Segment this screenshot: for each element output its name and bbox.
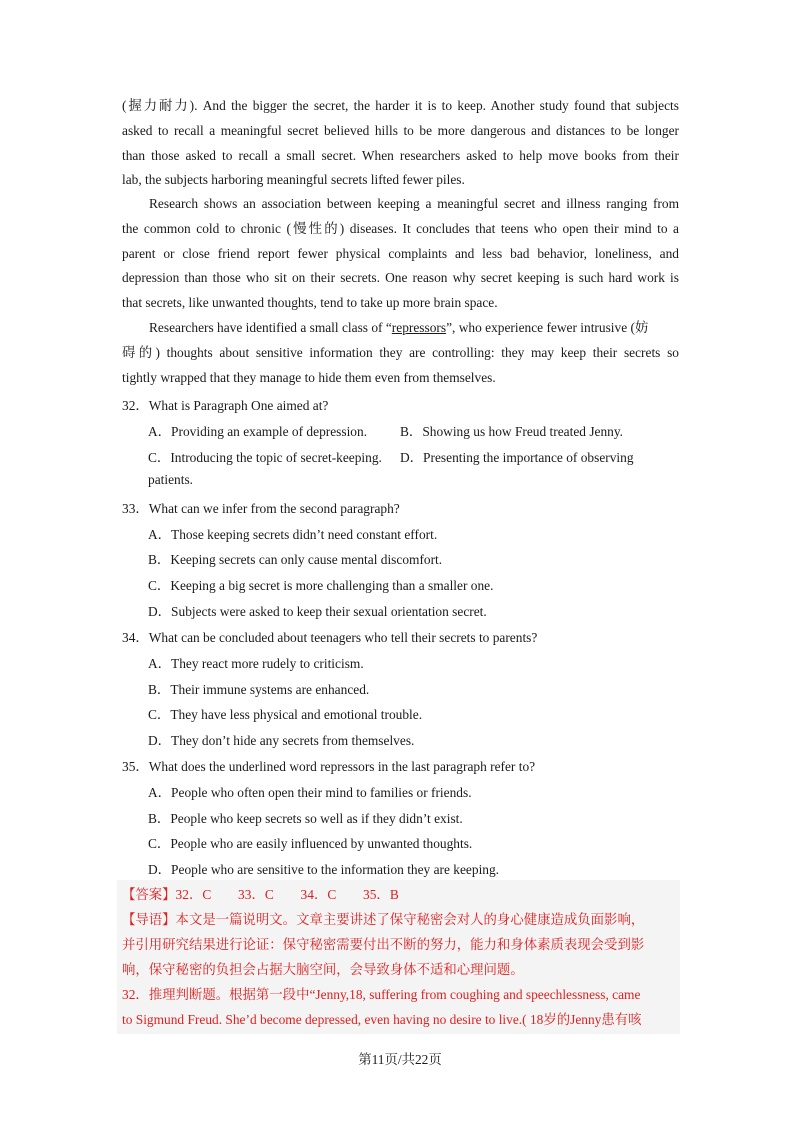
paragraph-line: depression than those who sit on their secrets. One reason why secret keeping is such hard work is [122,270,679,286]
option-c: C．They have less physical and emotional trouble. [148,707,423,722]
paragraph-3 [122,316,679,390]
guide-line: 响，保守秘密的负担会占据大脑空间，会导致身体不适和心理问题。 [122,962,524,977]
option-c: C．People who are easily influenced by unwanted thoughts. [148,836,473,851]
option-b: B．People who keep secrets so well as if they didn’t exist. [148,811,463,826]
paragraph-line: that secrets, like unwanted thoughts, tend to take up more brain space. [122,295,498,311]
option-d: D．Subjects were asked to keep their sexual orientation secret. [148,604,487,619]
page-footer: 第11页/共22页 [358,1052,442,1067]
paragraph-line: tightly wrapped that they manage to hide them even from themselves. [122,369,496,385]
question-35-stem: 35．What does the underlined word repressors in the last paragraph refer to? [122,759,536,774]
option-b: B．Their immune systems are enhanced. [148,682,370,697]
option-a: A．People who often open their mind to families or friends. [148,785,472,800]
paragraph-2 [122,192,679,316]
question-33-stem: 33．What can we infer from the second paragraph? [122,501,400,516]
paragraph-line: asked to recall a meaningful secret believed hills to be more dangerous and distances to be longer [122,122,679,138]
answer-line: 【答案】32．C 33．C 34．C 35．B [122,887,399,902]
option-c: C．Introducing the topic of secret-keeping. [148,450,382,465]
underlined-word: repressors [391,320,447,335]
option-d: D．They don’t hide any secrets from themselves. [148,733,415,748]
paragraph-line: the common cold to chronic (慢性的) diseases. It concludes that teens who open their mind to a [122,220,679,236]
paragraph-line: parent or close friend report fewer physical complaints and less bad behavior, loneliness, and [122,245,679,261]
guide-line: 【导语】本文是一篇说明文。文章主要讲述了保守秘密会对人的身心健康造成负面影响， [122,912,645,927]
answer-explanation-block [117,880,680,1034]
option-b: B．Showing us how Freud treated Jenny. [400,424,624,439]
option-c: C．Keeping a big secret is more challenging than a smaller one. [148,578,494,593]
paragraph-line: lab, the subjects harboring meaningful secrets lifted fewer piles. [122,172,465,188]
explanation-line: 32．推理判断题。根据第一段中“Jenny,18, suffering from coughing and speechlessness, came [122,987,641,1002]
explanation-line: to Sigmund Freud. She’d become depressed, even having no desire to live.( 18岁的Jenny患有咳 [122,1012,642,1027]
option-b: B．Keeping secrets can only cause mental discomfort. [148,552,443,567]
option-d-continuation: patients. [148,472,193,487]
paragraph-line: than those asked to recall a small secret. When researchers asked to help move books from their [122,147,679,163]
option-a: A．Providing an example of depression. [148,424,368,439]
option-a: A．They react more rudely to criticism. [148,656,364,671]
option-d: D．Presenting the importance of observing [400,450,634,465]
question-32-stem: 32．What is Paragraph One aimed at? [122,398,329,413]
paragraph-line: Research shows an association between keeping a meaningful secret and illness ranging from [149,196,679,211]
paragraph-1 [122,94,679,193]
text-segment: ”, who experience fewer intrusive (妨 [446,320,649,335]
text-segment: Researchers have identified a small class of “ [149,320,392,335]
paragraph-line: 碍的) thoughts about sensitive information they are controlling: they may keep their secrets so [122,344,679,360]
option-a: A．Those keeping secrets didn’t need constant effort. [148,527,438,542]
guide-line: 并引用研究结果进行论证：保守秘密需要付出不断的努力，能力和身体素质表现会受到影 [122,937,645,952]
paragraph-line [122,316,679,341]
question-34-stem: 34．What can be concluded about teenagers who tell their secrets to parents? [122,630,538,645]
option-d: D．People who are sensitive to the information they are keeping. [148,862,500,877]
paragraph-line: (握力耐力). And the bigger the secret, the harder it is to keep. Another study found that subjects [122,98,679,113]
